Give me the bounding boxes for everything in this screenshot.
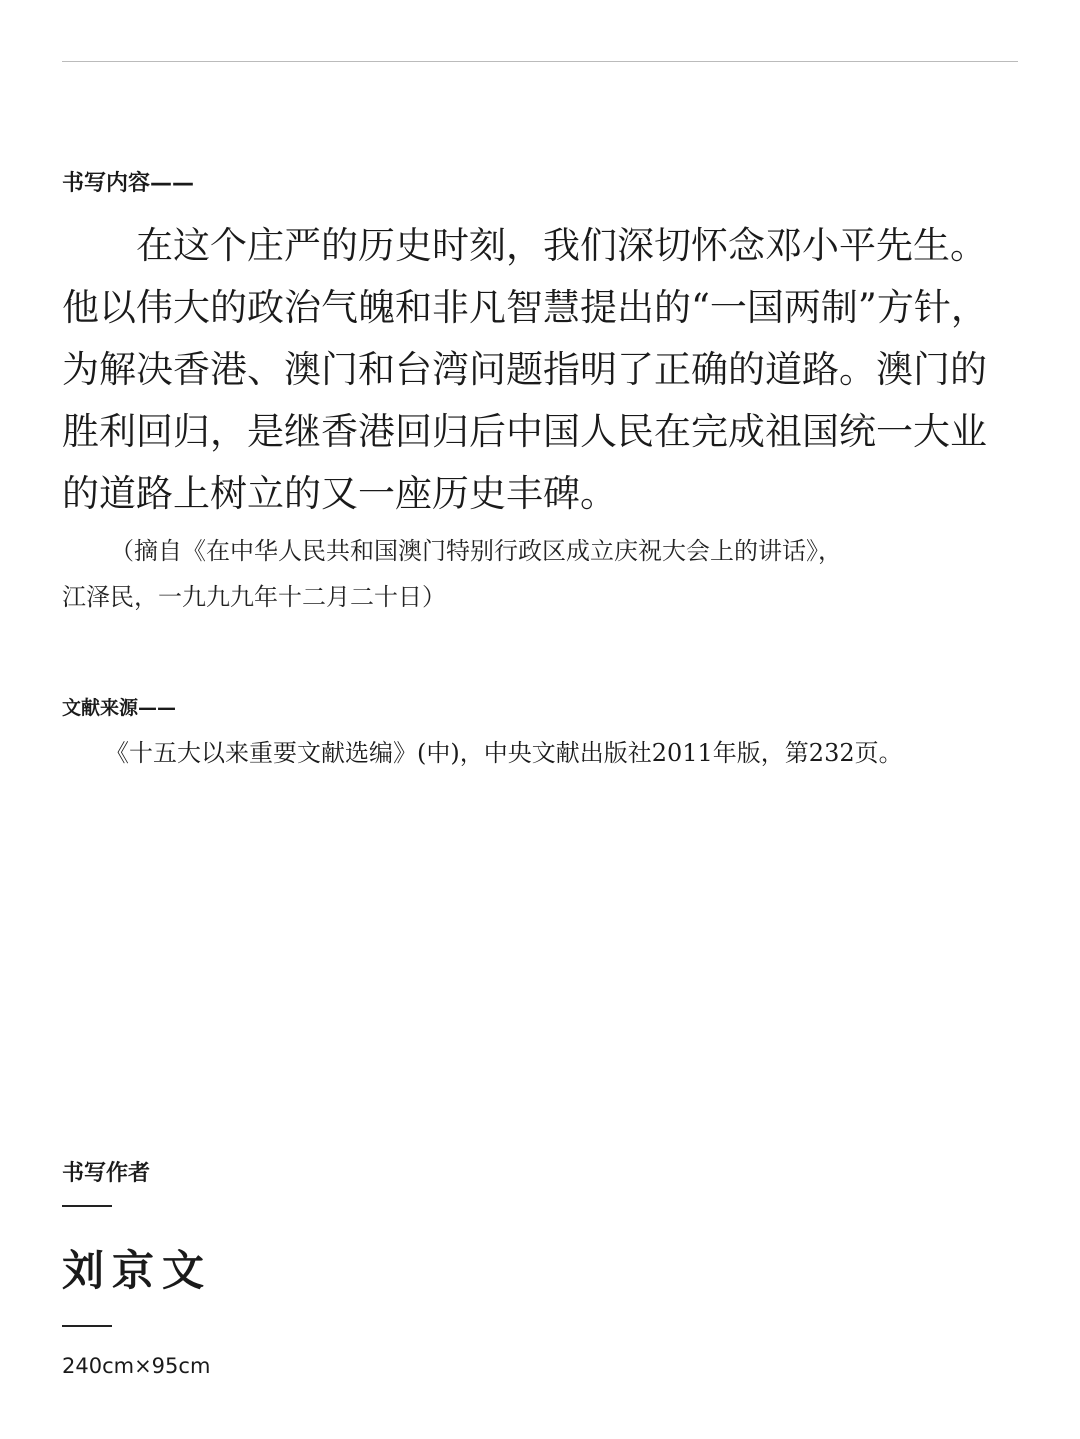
author-name: 刘京文 [62,1246,213,1295]
main-text-line: 为解决香港、澳门和台湾问题指明了正确的道路。澳门的 [62,348,987,391]
citation-line: 江泽民，一九九九年十二月二十日） [62,583,446,611]
main-text-line: 在这个庄严的历史时刻，我们深切怀念邓小平先生。 [136,224,987,267]
citation [62,528,842,620]
author-divider [62,1205,112,1207]
top-divider [62,61,1018,62]
main-text [62,215,1022,525]
source-label: 文献来源—— [62,697,177,719]
main-text-line: 他以伟大的政治气魄和非凡智慧提出的“一国两制”方针， [62,286,988,329]
artwork-dimensions: 240cm×95cm [62,1354,211,1378]
content-label: 书写内容—— [62,171,195,196]
citation-line: （摘自《在中华人民共和国澳门特别行政区成立庆祝大会上的讲话》， [110,537,842,565]
main-text-line: 胜利回归，是继香港回归后中国人民在完成祖国统一大业 [62,410,987,453]
main-text-line: 的道路上树立的又一座历史丰碑。 [62,472,617,515]
source-text: 《十五大以来重要文献选编》(中)，中央文献出版社2011年版，第232页。 [105,739,903,767]
name-divider [62,1325,112,1327]
author-label: 书写作者 [62,1161,151,1186]
